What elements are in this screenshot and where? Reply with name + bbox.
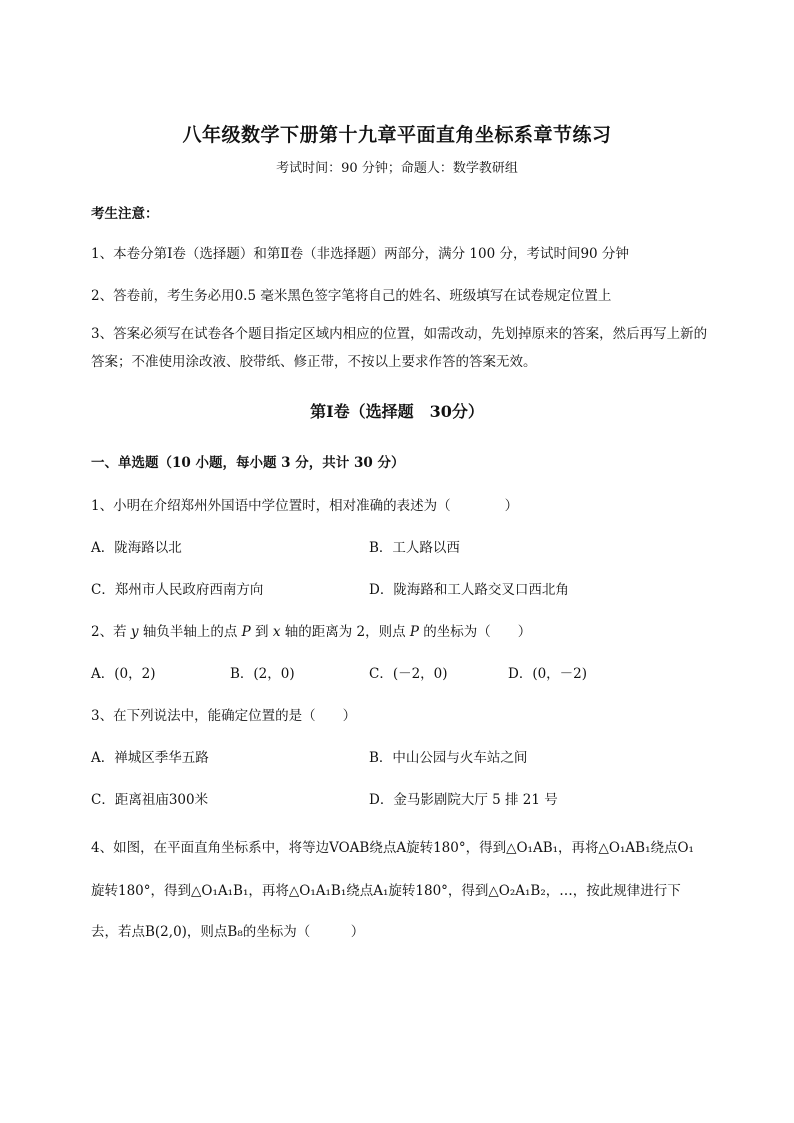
part-heading: 一、单选题（10 小题，每小题 3 分，共计 30 分） [91, 455, 405, 471]
answer-option[interactable]: B．(2，0) [230, 666, 295, 682]
math-var: P [409, 624, 419, 640]
answer-option[interactable]: A．禅城区季华五路 [91, 750, 209, 766]
page-title: 八年级数学下册第十九章平面直角坐标系章节练习 [182, 124, 612, 146]
math-var: x [272, 624, 281, 640]
section-title: 第Ⅰ卷（选择题 30分） [310, 402, 484, 421]
question-stem [91, 620, 531, 640]
stem-text: 轴负半轴上的点 [138, 624, 242, 640]
answer-option[interactable]: D．(0，－2) [508, 666, 588, 682]
math-var: P [241, 624, 251, 640]
answer-option[interactable]: D．陇海路和工人路交叉口西北角 [369, 582, 569, 598]
answer-option[interactable]: B．中山公园与火车站之间 [369, 750, 528, 766]
stem-text: 2、若 [91, 624, 131, 640]
notice-heading: 考生注意： [91, 206, 159, 222]
question-stem: 3、在下列说法中，能确定位置的是（ ） [91, 708, 357, 724]
question-stem-line: 去，若点B(2,0)，则点B₈的坐标为（ ） [91, 924, 365, 940]
notice-item: 2、答卷前，考生务必用0.5 毫米黑色签字笔将自己的姓名、班级填写在试卷规定位置上 [91, 288, 612, 304]
question-stem: 1、小明在介绍郑州外国语中学位置时，相对准确的表述为（ ） [91, 498, 519, 514]
stem-text: 轴的距离为 2，则点 [280, 624, 410, 640]
answer-option[interactable]: D．金马影剧院大厅 5 排 21 号 [369, 792, 558, 808]
answer-option[interactable]: A．(0，2) [91, 666, 156, 682]
answer-option[interactable]: C．郑州市人民政府西南方向 [91, 582, 264, 598]
answer-option[interactable]: A．陇海路以北 [91, 540, 182, 556]
answer-option[interactable]: C．(－2，0) [369, 666, 448, 682]
answer-option[interactable]: B．工人路以西 [369, 540, 460, 556]
question-stem-line: 旋转180°，得到△O₁A₁B₁，再将△O₁A₁B₁绕点A₁旋转180°，得到△O₂A₁B₂，…，按此规律进行下 [91, 883, 681, 899]
question-stem-line: 4、如图，在平面直角坐标系中，将等边VOAB绕点A旋转180°，得到△O₁AB₁，再将△O₁AB₁绕点O₁ [91, 840, 694, 856]
answer-option[interactable]: C．距离祖庙300米 [91, 792, 209, 808]
notice-item: 1、本卷分第Ⅰ卷（选择题）和第Ⅱ卷（非选择题）两部分，满分 100 分，考试时间90 分钟 [91, 246, 629, 262]
math-var: y [130, 624, 139, 640]
notice-item: 3、答案必须写在试卷各个题目指定区域内相应的位置，如需改动，先划掉原来的答案，然后再写上新的答案；不准使用涂改液、胶带纸、修正带，不按以上要求作答的答案无效。 [91, 326, 708, 370]
exam-info: 考试时间：90 分钟；命题人：数学教研组 [276, 161, 518, 176]
stem-text: 到 [250, 624, 273, 640]
stem-text: 的坐标为（ ） [419, 624, 532, 640]
